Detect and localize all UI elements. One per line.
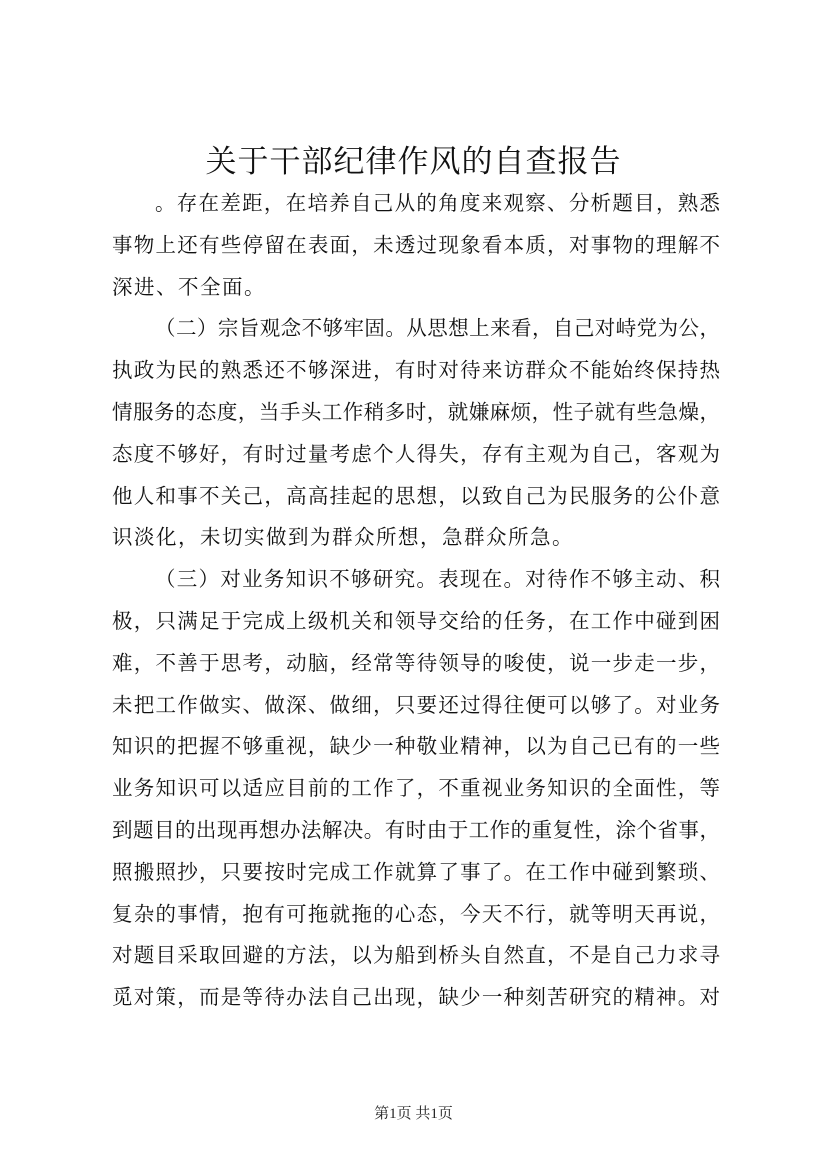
- body-line: 未把工作做实、做深、做细，只要还过得往便可以够了。对业务: [112, 692, 720, 717]
- body-line: 。存在差距，在培养自己从的角度来观察、分析题目，熟悉: [155, 191, 720, 215]
- body-line: 复杂的事情，抱有可拖就拖的心态，今天不行，就等明天再说，: [112, 901, 720, 926]
- body-line: 难，不善于思考，动脑，经常等待领导的唆使，说一步走一步，: [112, 650, 720, 675]
- document-title: 关于干部纪律作风的自查报告: [205, 144, 622, 180]
- body-line: 事物上还有些停留在表面，未透过现象看本质，对事物的理解不: [112, 232, 720, 257]
- document-body: [112, 183, 720, 1019]
- page-number-footer: 第1页 共1页: [374, 1106, 453, 1122]
- body-line: 他人和事不关己，高高挂起的思想，以致自己为民服务的公仆意: [112, 483, 720, 508]
- body-line: 知识的把握不够重视，缺少一种敬业精神，以为自己已有的一些: [112, 734, 720, 759]
- body-line: 觅对策，而是等待办法自己出现，缺少一种刻苦研究的精神。对: [112, 985, 720, 1010]
- body-line: 态度不够好，有时过量考虑个人得失，存有主观为自己，客观为: [112, 441, 720, 466]
- body-line: 照搬照抄，只要按时完成工作就算了事了。在工作中碰到繁琐、: [112, 859, 720, 884]
- body-line: 业务知识可以适应目前的工作了，不重视业务知识的全面性，等: [112, 776, 720, 801]
- body-line: 执政为民的熟悉还不够深进，有时对待来访群众不能始终保持热: [112, 358, 720, 383]
- body-line: 识淡化，未切实做到为群众所想，急群众所急。: [112, 525, 574, 550]
- body-line: 对题目采取回避的方法，以为船到桥头自然直，不是自己力求寻: [112, 943, 720, 968]
- body-line: 深进、不全面。: [112, 274, 266, 299]
- body-line: （三）对业务知识不够研究。表现在。对待作不够主动、积: [155, 567, 720, 592]
- body-line: 到题目的出现再想办法解决。有时由于工作的重复性，涂个省事，: [112, 817, 720, 842]
- body-line: （二）宗旨观念不够牢固。从思想上来看，自己对峙党为公，: [155, 316, 720, 341]
- body-line: 极，只满足于完成上级机关和领导交给的任务，在工作中碰到困: [112, 608, 720, 633]
- body-line: 情服务的态度，当手头工作稍多时，就嫌麻烦，性子就有些急燥，: [112, 399, 720, 424]
